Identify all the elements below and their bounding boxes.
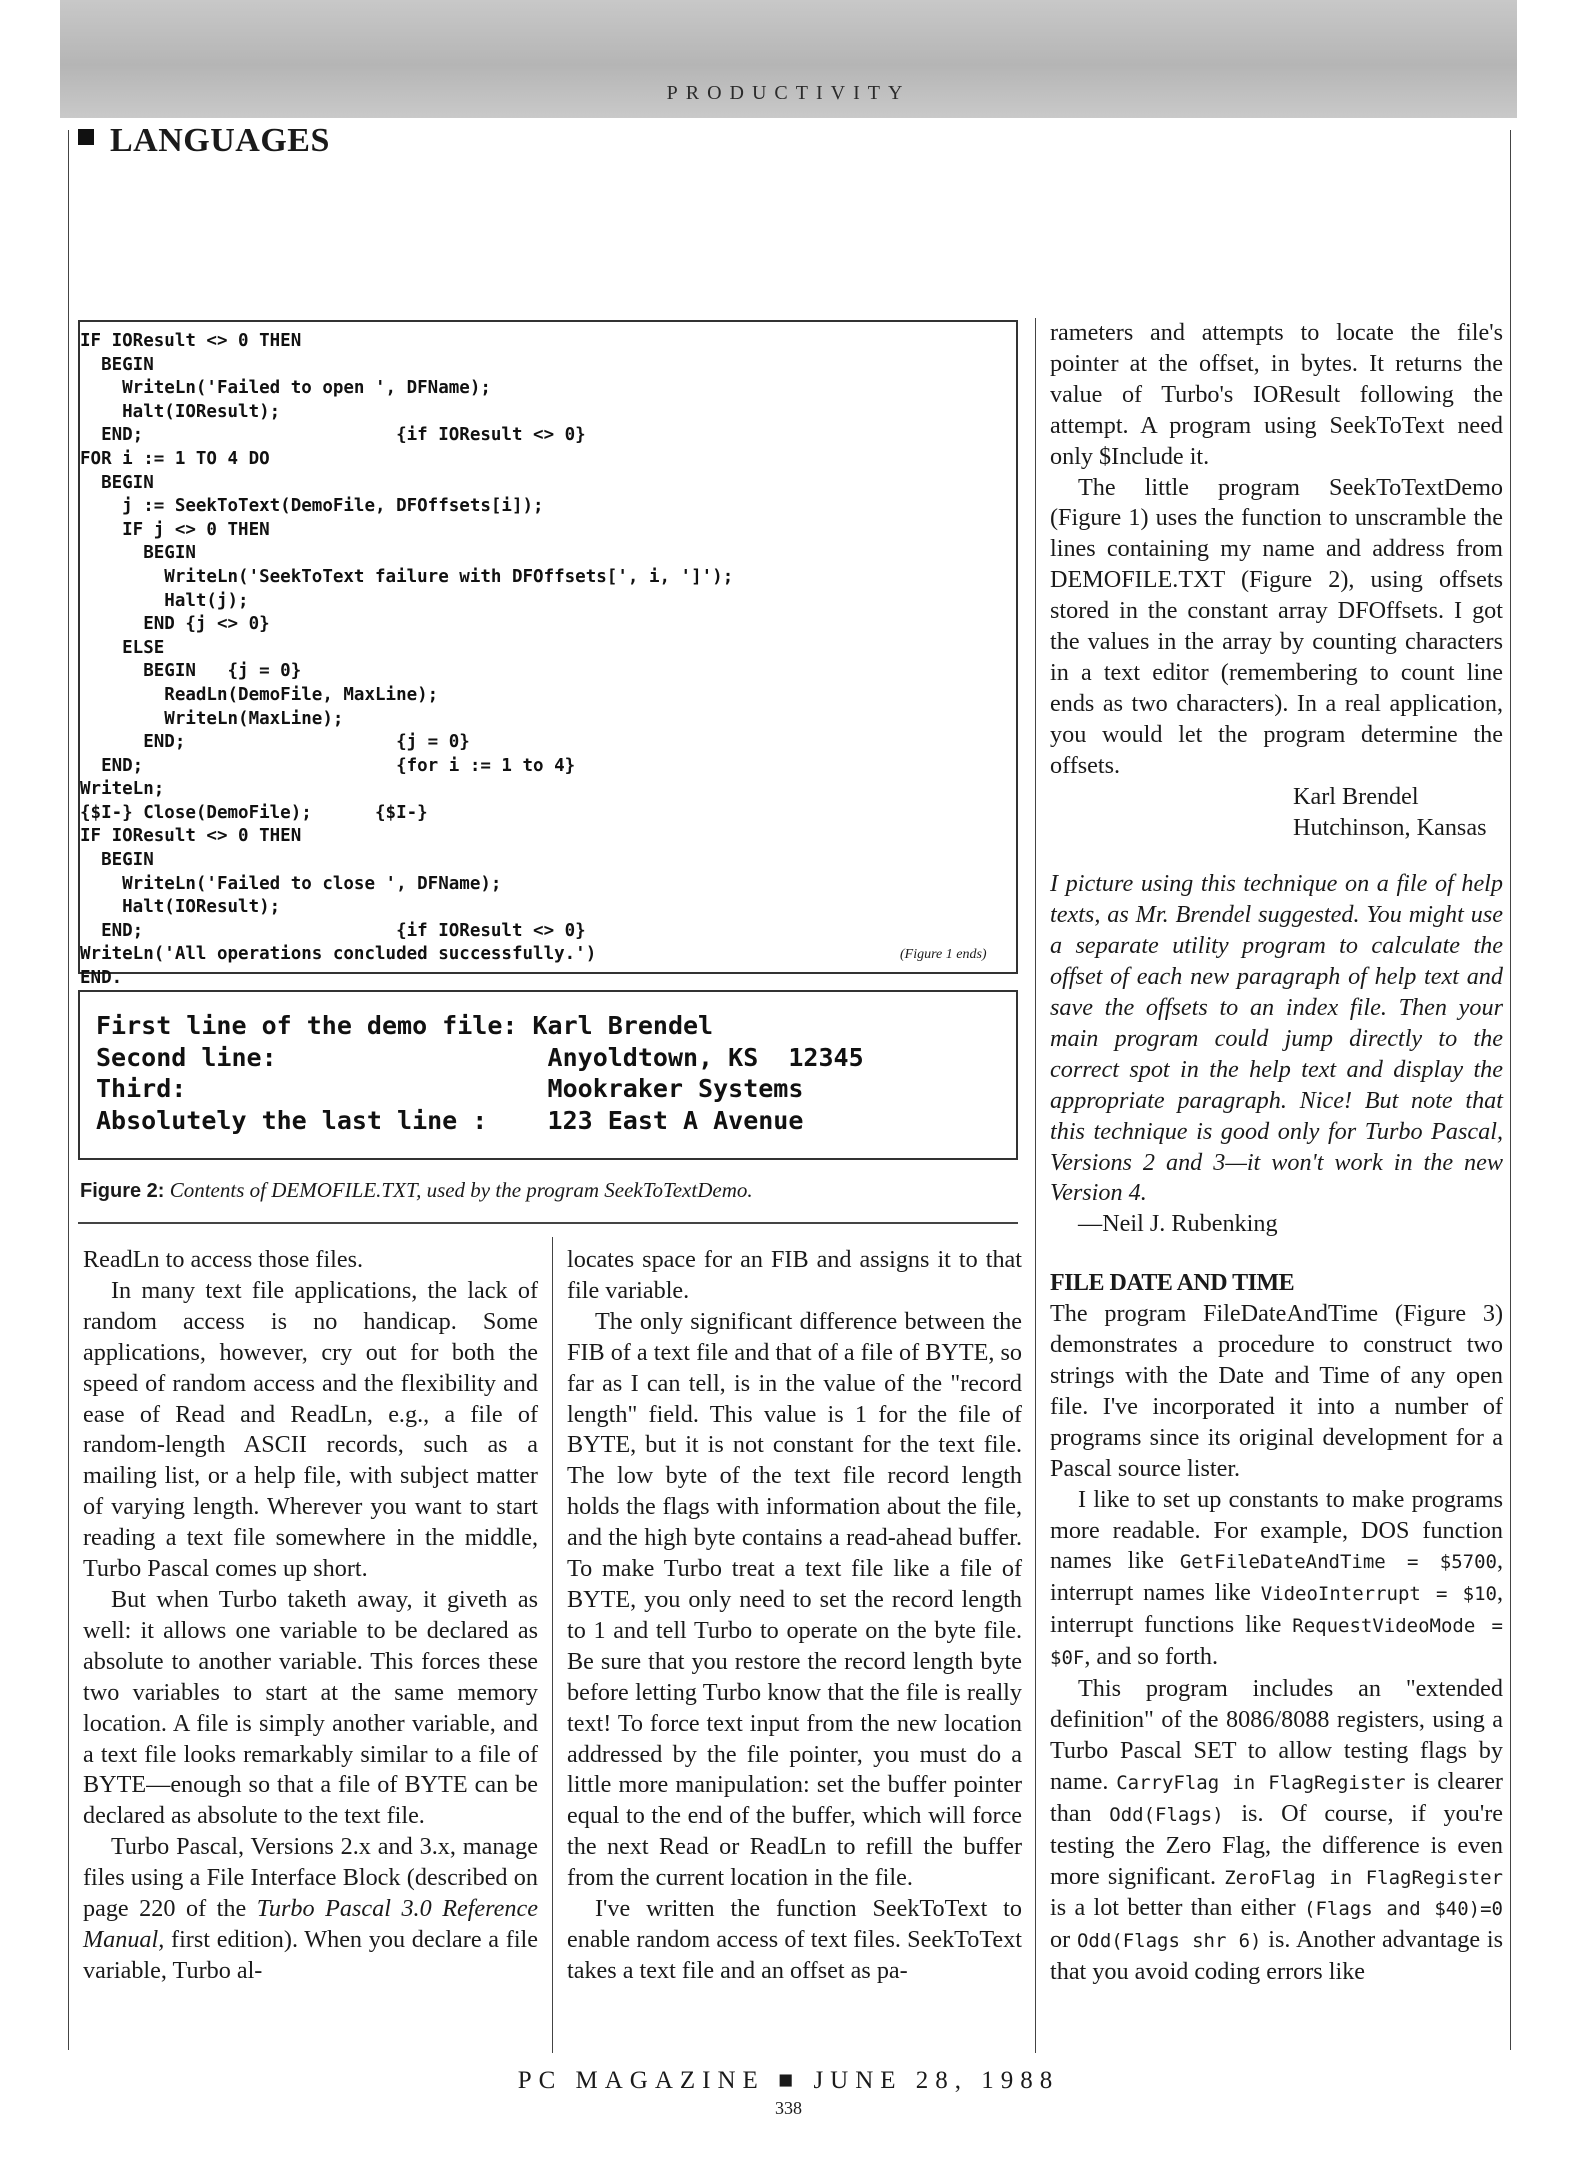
code-line: IF j <> 0 THEN [80, 519, 270, 540]
signature-place: Hutchinson, Kansas [1293, 813, 1487, 841]
figure1-ends-label: (Figure 1 ends) [900, 947, 987, 962]
manual-title: Turbo Pascal 3.0 Reference Manual, [83, 1895, 538, 1953]
left-paragraph-4: Turbo Pascal, Versions 2.x and 3.x, manage files using a File Interface Block (described on page 220 of the Turbo Pascal 3.0 Reference Manual, first edition). When you declare a file variable, Turbo al- [83, 1833, 538, 1984]
figure2-caption-text: Contents of DEMOFILE.TXT, used by the program SeekToTextDemo. [169, 1178, 753, 1202]
code-line: BEGIN [80, 543, 196, 564]
middle-paragraph-3: I've written the function SeekToText to enable random access of text files. SeekToText takes a text file and an offset as pa- [567, 1895, 1022, 1984]
right-paragraph-5: This program includes an "extended definition" of the 8086/8088 registers, using a Turbo Pascal SET to allow testing flags by name. CarryFlag in FlagRegister is clearer than Odd(Flags) is. Of course, if you're testing the Zero Flag, the difference is even more significant. ZeroFlag in FlagRegister is a lot better than either (Flags and $40)=0 or Odd(Flags shr 6) is. Another advantage is that you avoid coding errors like [1050, 1675, 1503, 1986]
figure2-file-lines [96, 1010, 996, 1136]
code-line: BEGIN [80, 472, 154, 493]
code-line: Halt(j); [80, 590, 249, 611]
code-line: IF IOResult <> 0 THEN [80, 826, 302, 847]
department-label: LANGUAGES [110, 122, 330, 159]
demo-file-line: Third: Mookraker Systems [96, 1074, 804, 1103]
middle-paragraph-1: locates space for an FIB and assigns it to that file variable. [567, 1246, 1022, 1304]
code-line: IF IOResult <> 0 THEN [80, 331, 302, 351]
code-line: ELSE [80, 637, 165, 658]
right-paragraph-4: I like to set up constants to make programs more readable. For example, DOS function names like GetFileDateAndTime = $5700, interrupt names like VideoInterrupt = $10, interrupt functions like RequestVideoMode = $0F, and so forth. [1050, 1485, 1503, 1671]
code-line: WriteLn('Failed to close ', DFName); [80, 873, 502, 894]
magazine-name: PC MAGAZINE [517, 2067, 765, 2094]
code-line: END; {if IOResult <> 0} [80, 920, 586, 941]
code-line: END; {j = 0} [80, 732, 470, 753]
middle-column [567, 1245, 1022, 1987]
figure-column-divider [1035, 318, 1036, 2053]
issue-date: JUNE 28, 1988 [813, 2067, 1060, 2094]
right-paragraph-1: rameters and attempts to locate the file's pointer at the offset, in bytes. It returns the value of Turbo's IOResult following the attempt. A program using SeekToText need only $Include it. [1050, 319, 1503, 470]
code-line: BEGIN [80, 354, 154, 375]
right-column [1050, 318, 1503, 1988]
department-title [70, 122, 330, 160]
code-line: WriteLn('SeekToText failure with DFOffsets[', i, ']'); [80, 566, 734, 587]
footer-line [60, 2067, 1517, 2095]
code-line: Halt(IOResult); [80, 897, 281, 918]
figure2-caption [80, 1178, 1030, 1203]
middle-paragraph-2: The only significant difference between the FIB of a text file and that of a file of BYTE, so far as I can tell, is in the value of the "record length" field. This value is 1 for the file of BYTE, but it is not constant for the text file. The low byte of the text file record length holds the flags with information about the file, and the high byte contains a read-ahead buffer. To make Turbo treat a text file like a file of BYTE, you only need to set the record length to 1 and tell Turbo to operate on the byte file. Be sure that you restore the record length byte before letting Turbo know that the file is really text! To force text input from the new location addressed by the file pointer, you must do a little more manipulation: set the buffer pointer equal to the end of the buffer, which will force the next Read or ReadLn to refill the buffer from the current location in the file. [567, 1307, 1022, 1892]
left-paragraph-3: But when Turbo taketh away, it giveth as well: it allows one variable to be declared as absolute to another variable. This forces these two variables to start at the same memory location. A file is simply another variable, and a text file looks remarkably similar to a file of BYTE—enough so that a file of BYTE can be declared as absolute to the text file. [83, 1585, 538, 1830]
demo-file-line: Second line: Anyoldtown, KS 12345 [96, 1042, 864, 1072]
demo-file-line: Absolutely the last line : 123 East A Avenue [96, 1105, 804, 1135]
left-frame-rule [68, 130, 69, 2050]
editor-note: I picture using this technique on a file of help texts, as Mr. Brendel suggested. You might use a separate utility program to calculate the offset of each new paragraph of help text and save the offsets to an index file. Then your main program could jump directly to the correct spot in the help text and display the appropriate paragraph. Nice! But note that this technique is good only for Turbo Pascal, Versions 2 and 3—it won't work in the new Version 4. [1050, 870, 1503, 1207]
code-line: END. [80, 968, 123, 989]
figure1-code [80, 330, 1020, 991]
figure2-caption-label: Figure 2: [80, 1180, 165, 1202]
page-number: 338 [775, 2098, 802, 2118]
code-line: j := SeekToText(DemoFile, DFOffsets[i]); [80, 496, 544, 517]
code-line: {$I-} Close(DemoFile); {$I-} [80, 802, 428, 823]
left-paragraph-1: ReadLn to access those files. [83, 1246, 364, 1273]
figure2-caption-rule [78, 1222, 1018, 1224]
text-column-divider [552, 1237, 553, 2053]
right-frame-rule [1510, 130, 1511, 2050]
code-line: WriteLn('Failed to open ', DFName); [80, 378, 491, 399]
footer-separator: ■ [778, 2067, 801, 2094]
left-column [83, 1245, 538, 1987]
code-line: WriteLn(MaxLine); [80, 708, 344, 729]
section-heading: FILE DATE AND TIME [1050, 1270, 1295, 1297]
section-label: PRODUCTIVITY [666, 82, 911, 104]
code-line: END; {if IOResult <> 0} [80, 425, 586, 446]
code-line: Halt(IOResult); [80, 401, 281, 422]
code-line: END; {for i := 1 to 4} [80, 755, 576, 776]
code-line: ReadLn(DemoFile, MaxLine); [80, 684, 439, 705]
code-line: FOR i := 1 TO 4 DO [80, 448, 270, 469]
code-line: WriteLn('All operations concluded successfully.') [80, 944, 597, 965]
right-paragraph-3: The program FileDateAndTime (Figure 3) demonstrates a procedure to construct two strings with the Date and Time of any open file. I've incorporated it into a number of programs since its original development for a Pascal source lister. [1050, 1300, 1503, 1482]
code-line: BEGIN {j = 0} [80, 661, 302, 682]
editor-signature: —Neil J. Rubenking [1078, 1210, 1278, 1238]
code-line: END {j <> 0} [80, 614, 270, 635]
right-paragraph-2: The little program SeekToTextDemo (Figure 1) uses the function to unscramble the lines containing my name and address from DEMOFILE.TXT (Figure 2), using offsets stored in the constant array DFOffsets. I got the values in the array by counting characters in a text editor (remembering to count line ends as two characters). In a real application, you would let the program determine the offsets. [1050, 473, 1503, 779]
signature-name: Karl Brendel [1293, 782, 1419, 810]
left-paragraph-2: In many text file applications, the lack of random access is no handicap. Some applications, however, cry out for both the speed of random access and the flexibility and ease of Read and ReadLn, e.g., a file of random-length ASCII records, such as a mailing list, or a help file, with subject matter of varying length. Wherever you want to start reading a text file somewhere in the middle, Turbo Pascal comes up short. [83, 1276, 538, 1583]
code-line: WriteLn; [80, 779, 165, 800]
code-line: BEGIN [80, 850, 154, 871]
bullet-square-icon [78, 129, 94, 145]
demo-file-line: First line of the demo file: Karl Brendel [96, 1011, 714, 1040]
